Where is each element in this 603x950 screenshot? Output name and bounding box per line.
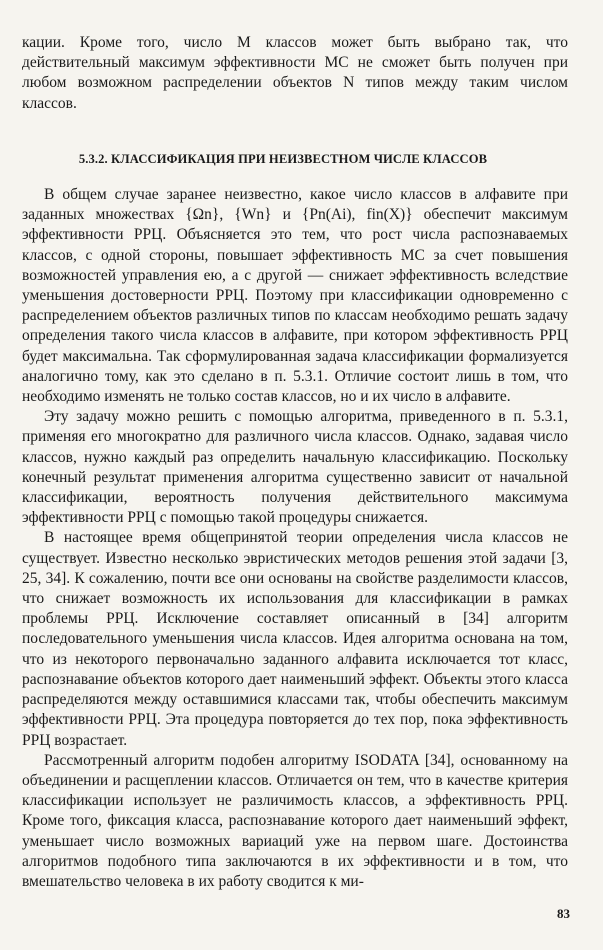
paragraph: В общем случае заранее неизвестно, какое число классов в алфавите при заданных множествах {Ωn}, {Wn} и {Pn(Ai), fin(X)} обеспечит максимум эффективности РРЦ. Объясняется это тем, что рост числа распознаваемых классов, с одной стороны, повышает эффективность МС за счет повышения возможностей управления ею, а с другой — снижает эффективность вследствие уменьшения достоверности РРЦ. Поэтому при классификации одновременно с распределением объектов различных типов по классам необходимо решать задачу определения такого числа классов в алфавите, при котором эффективность РРЦ будет максимальна. Так сформулированная задача классификации формализуется аналогично тому, как это сделано в п. 5.3.1. Отличие состоит лишь в том, что необходимо изменять не только состав классов, но и их число в алфавите. bbox=[22, 186, 568, 406]
paragraph: В настоящее время общепринятой теории определения числа классов не существует. Известно несколько эвристических методов решения этой задачи [3, 25, 34]. К сожалению, почти все они основаны на свойстве разделимости классов, что снижает возможность их использования для классификации в рамках проблемы РРЦ. Исключение составляет описанный в [34] алгоритм последовательного уменьшения числа классов. Идея алгоритма основана на том, что из некоторого первоначально заданного алфавита исключается тот класс, распознавание объектов которого дает наименьший эффект. Объекты этого класса распределяются между оставшимися классами так, чтобы обеспечить максимум эффективности РРЦ. Эта процедура повторяется до тех пор, пока эффективность РРЦ возрастает. bbox=[22, 529, 568, 749]
paragraph: Рассмотренный алгоритм подобен алгоритму ISODATA [34], основанному на объединении и расщеплении классов. Отличается он тем, что в качестве критерия классификации использует не различимость классов, а эффективность РРЦ. Кроме того, фиксация класса, распознавание которого дает наименьший эффект, уменьшает число возможных вариаций уже на первом шаге. Достоинства алгоритмов подобного типа заключаются в их эффективности и в том, что вмешательство человека в их работу сводится к ми- bbox=[22, 751, 568, 890]
section-heading: 5.3.2. КЛАССИФИКАЦИЯ ПРИ НЕИЗВЕСТНОМ ЧИСЛЕ КЛАССОВ bbox=[78, 151, 488, 166]
paragraph: Эту задачу можно решить с помощью алгоритма, приведенного в п. 5.3.1, применяя его многократно для различного числа классов. Однако, задавая число классов, нужно каждый раз определить начальную классификацию. Поскольку конечный результат применения алгоритма существенно зависит от начальной классификации, вероятность получения действительного максимума эффективности РРЦ с помощью такой процедуры снижается. bbox=[22, 408, 568, 527]
paragraph-continued: кации. Кроме того, число M классов может быть выбрано так, что действительный максимум эффективности МС не сможет быть получен при любом возможном распределении объектов N типов между таким числом классов. bbox=[22, 34, 568, 112]
page-number: 83 bbox=[557, 906, 570, 921]
page-text bbox=[22, 33, 568, 892]
